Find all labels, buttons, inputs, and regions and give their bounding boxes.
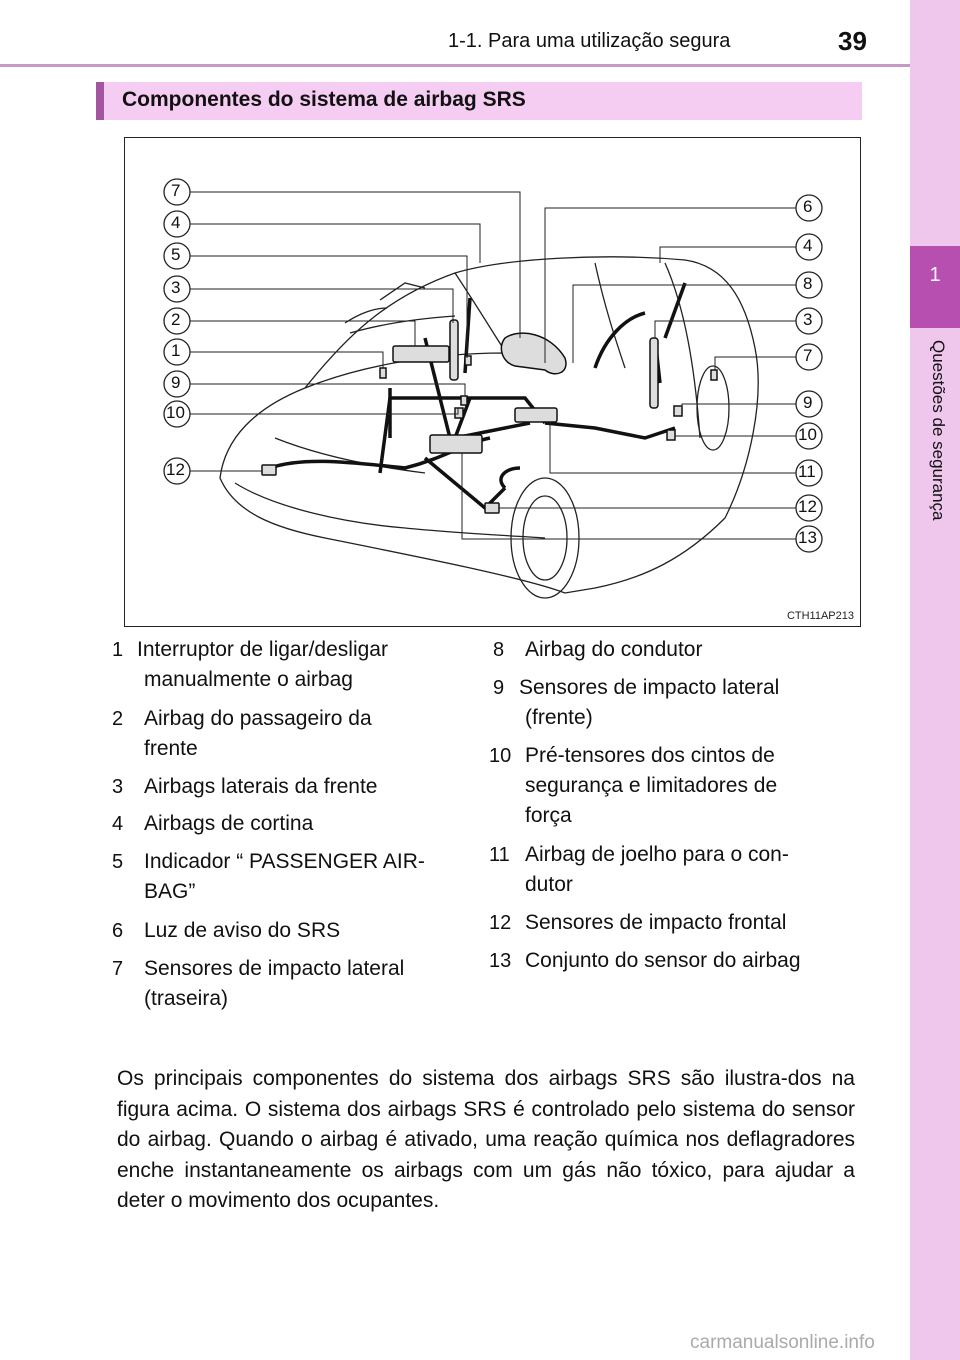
description-paragraph: Os principais componentes do sistema dos airbags SRS são ilustra-dos na figura acima. O sistema dos airbags SRS é controlado pelo sistema do sensor do airbag. Quando o airbag é ativado, uma reação química nos deflagradores enche instantaneamente os airbags com um gás não tóxico, para ajudar a deter o movimento dos ocupantes. [117, 1067, 855, 1212]
legend-text: BAG” [144, 880, 196, 903]
section-header [96, 82, 862, 120]
legend-text: Airbags laterais da frente [144, 775, 378, 798]
legend-number: 12 [489, 912, 512, 934]
legend-text: Pré-tensores dos cintos de [525, 744, 775, 767]
legend-text: Interruptor de ligar/desligar [137, 638, 388, 661]
legend-text: Indicador “ PASSENGER AIR- [144, 850, 425, 873]
legend-text: segurança e limitadores de [525, 774, 778, 797]
legend-text: Conjunto do sensor do airbag [525, 949, 801, 972]
car-illustration [125, 138, 862, 628]
legend-number: 8 [493, 639, 505, 661]
callout-right-2: 4 [803, 236, 813, 255]
legend-number: 9 [493, 677, 505, 699]
legend-text: frente [144, 737, 198, 760]
page-number: 39 [838, 26, 867, 56]
legend-number: 4 [112, 813, 124, 835]
legend-text: força [525, 804, 572, 827]
callout-right-9: 12 [798, 497, 817, 516]
figure-code: CTH11AP213 [786, 610, 854, 622]
callout-left-5: 2 [171, 310, 181, 329]
page-header [0, 0, 910, 70]
legend-text: Airbag do passageiro da [144, 707, 372, 730]
legend-text: Sensores de impacto lateral [144, 957, 405, 980]
side-tab-strip [910, 0, 960, 1360]
callout-left-2: 4 [171, 213, 181, 232]
side-tab-active[interactable] [910, 246, 960, 328]
legend-number: 3 [112, 776, 124, 798]
chapter-number: 1 [929, 264, 941, 286]
airbag-diagram [124, 137, 861, 627]
callout-left-8: 10 [166, 403, 185, 422]
callout-left-6: 1 [171, 341, 181, 360]
legend-number: 5 [112, 851, 124, 873]
legend-text: manualmente o airbag [144, 668, 353, 691]
legend-number: 11 [489, 844, 510, 866]
section-title: Componentes do sistema de airbag SRS [122, 88, 526, 111]
legend-text: Airbag do condutor [525, 638, 703, 661]
callout-left-4: 3 [171, 278, 181, 297]
callout-right-5: 7 [803, 346, 813, 365]
callout-right-8: 11 [798, 462, 816, 481]
callout-right-3: 8 [803, 274, 813, 293]
legend-text: Sensores de impacto lateral [519, 676, 780, 699]
legend-number: 7 [112, 958, 124, 980]
callout-left-7: 9 [171, 373, 181, 392]
legend-number: 2 [112, 708, 124, 730]
legend-text: (frente) [525, 706, 593, 729]
callout-left-3: 5 [171, 245, 181, 264]
callout-right-1: 6 [803, 197, 813, 216]
chapter-title: Questões de segurança [929, 340, 948, 521]
section-path: 1-1. Para uma utilização segura [448, 30, 731, 52]
callout-left-9: 12 [166, 460, 185, 479]
legend-text: dutor [525, 873, 573, 896]
legend-text: Airbag de joelho para o con- [525, 843, 789, 866]
callout-right-4: 3 [803, 310, 813, 329]
callout-right-10: 13 [798, 528, 817, 547]
legend-number: 1 [112, 639, 124, 661]
callout-left-1: 7 [171, 181, 181, 200]
legend-number: 6 [112, 920, 124, 942]
legend-number: 10 [489, 745, 512, 767]
legend-text: (traseira) [144, 987, 229, 1010]
header-rule [0, 64, 910, 67]
legend-number: 13 [489, 950, 512, 972]
legend-text: Luz de aviso do SRS [144, 919, 341, 942]
legend-text: Sensores de impacto frontal [525, 911, 787, 934]
callout-right-6: 9 [803, 393, 813, 412]
watermark: carmanualsonline.info [690, 1332, 875, 1353]
callout-right-7: 10 [798, 425, 817, 444]
legend-text: Airbags de cortina [144, 812, 314, 835]
